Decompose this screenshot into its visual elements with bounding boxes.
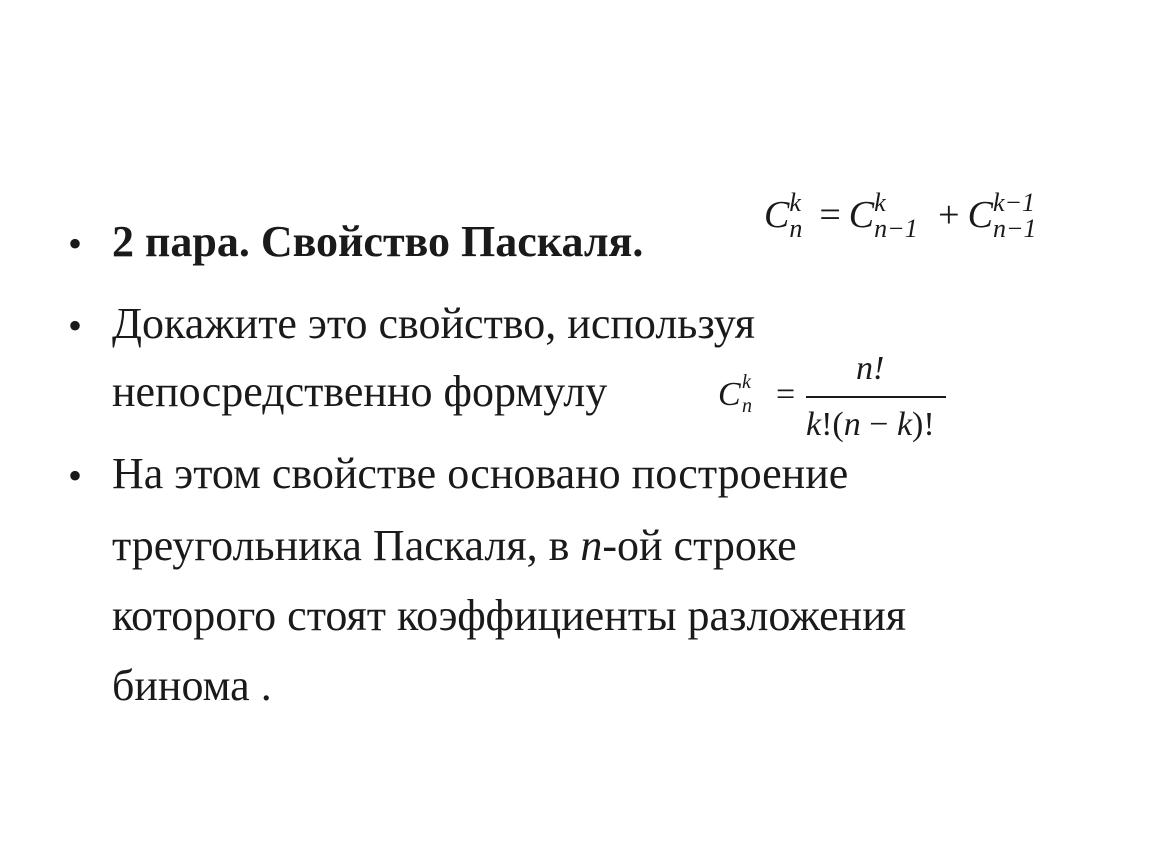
formula-equals: = xyxy=(776,376,796,413)
bullet-1-title: 2 пара. Свойство Паскаля. xyxy=(112,217,644,266)
pascal-rule-formula xyxy=(764,188,1037,243)
fraction-bar xyxy=(806,396,946,398)
bullet-3-line-4: бинома . xyxy=(112,661,272,710)
formula-numerator: n! xyxy=(856,350,885,387)
bullet-dot: • xyxy=(68,303,83,348)
formula-term-lhs: C k n xyxy=(764,188,803,243)
bullet-3-line-3: которого стоят коэффициенты разложения xyxy=(112,591,906,640)
formula-term-2: C k−1 n−1 xyxy=(967,188,1037,243)
formula-lhs: C k n xyxy=(718,371,752,417)
bullet-2-line-2: непосредственно формулу xyxy=(112,367,608,416)
bullet-2-line-1: Докажите это свойство, используя xyxy=(112,299,755,348)
bullet-3-line-1: На этом свойстве основано построение xyxy=(112,449,849,498)
formula-equals: = xyxy=(819,194,841,236)
variable-n: n xyxy=(580,521,603,570)
bullet-dot: • xyxy=(68,221,83,266)
formula-term-1: C k n−1 xyxy=(848,188,918,243)
formula-denominator: k!(n − k)! xyxy=(806,406,935,443)
formula-plus: + xyxy=(938,194,960,236)
bullet-3-line-2: треугольника Паскаля, в n-ой строке xyxy=(112,521,797,570)
bullet-dot: • xyxy=(68,453,83,498)
